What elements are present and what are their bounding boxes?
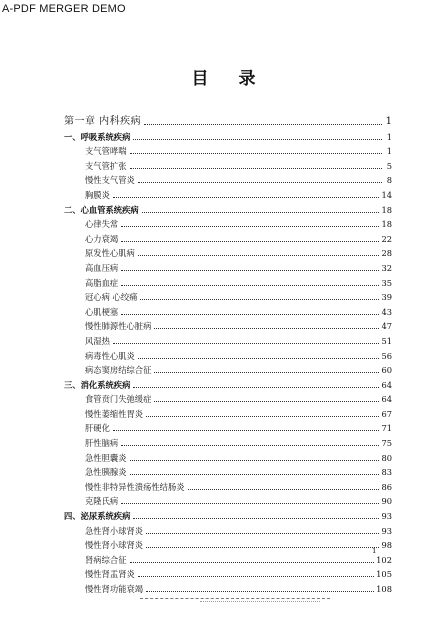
toc-item-row[interactable]	[64, 185, 392, 200]
toc-page-number: 75	[381, 438, 392, 449]
toc-entry-label: 肝硬化	[85, 423, 110, 434]
toc-entry-label: 克隆氏病	[85, 496, 119, 507]
toc-item-row[interactable]	[64, 463, 392, 478]
toc-entry-label: 高血压病	[85, 262, 119, 273]
toc-leader-dots	[154, 327, 379, 329]
toc-entry-label: 胸膜炎	[85, 189, 110, 200]
toc-item-row[interactable]	[64, 433, 392, 448]
toc-item-row[interactable]	[64, 346, 392, 361]
toc-leader-dots	[154, 400, 379, 402]
toc-page-number: 105	[376, 569, 392, 580]
toc-entry-label: 二、心血管系统疾病	[64, 204, 139, 215]
toc-entry-label: 慢性萎缩性胃炎	[85, 408, 144, 419]
toc-page-number: 5	[386, 160, 392, 171]
toc-item-row[interactable]	[64, 229, 392, 244]
toc-leader-dots	[138, 575, 374, 577]
toc-section-row[interactable]	[64, 200, 392, 215]
toc-page-number: 43	[381, 306, 392, 317]
toc-leader-dots	[130, 473, 380, 475]
toc-section-row[interactable]	[64, 375, 392, 390]
toc-item-row[interactable]	[64, 361, 392, 376]
toc-item-row[interactable]	[64, 448, 392, 463]
page-number: 1	[372, 547, 377, 555]
toc-leader-dots	[133, 138, 382, 140]
toc-entry-label: 慢性肺源性心脏病	[85, 321, 152, 332]
toc-item-row[interactable]	[64, 565, 392, 580]
toc-item-row[interactable]	[64, 492, 392, 507]
toc-entry-label: 急性肾小球肾炎	[85, 525, 144, 536]
toc-leader-dots	[144, 123, 382, 125]
toc-leader-dots	[142, 211, 380, 213]
toc-entry-label: 慢性肾功能衰竭	[85, 584, 144, 594]
toc-page-number: 39	[381, 292, 392, 303]
toc-page-number: 14	[381, 189, 392, 200]
toc-page-number: 32	[381, 262, 392, 273]
toc-page-number: 28	[381, 248, 392, 259]
toc-item-row[interactable]	[64, 521, 392, 536]
toc-entry-label: 慢性支气管炎	[85, 175, 135, 186]
toc-leader-dots	[140, 298, 379, 300]
toc-entry-label: 肾病综合征	[85, 554, 127, 565]
toc-leader-dots	[121, 502, 379, 504]
toc-leader-dots	[121, 240, 379, 242]
toc-entry-label: 急性胰腺炎	[85, 467, 127, 478]
toc-leader-dots	[113, 196, 380, 198]
toc-page-number: 64	[381, 379, 392, 390]
toc-section-row[interactable]	[64, 506, 392, 521]
toc-item-row[interactable]	[64, 579, 392, 594]
toc-leader-dots	[146, 590, 374, 592]
toc-item-row[interactable]	[64, 171, 392, 186]
toc-leader-dots	[146, 546, 379, 548]
toc-entry-label: 高脂血症	[85, 277, 119, 288]
toc-entry-label: 心力衰竭	[85, 233, 119, 244]
toc-item-row[interactable]	[64, 244, 392, 259]
toc-entry-label: 肝性脑病	[85, 438, 119, 449]
toc-leader-dots	[121, 313, 379, 315]
toc-page-number: 35	[381, 277, 392, 288]
toc-page-number: 102	[376, 554, 392, 565]
toc-item-row[interactable]	[64, 142, 392, 157]
toc-entry-label: 心肌梗塞	[85, 306, 119, 317]
toc-leader-dots	[130, 561, 375, 563]
toc-item-row[interactable]	[64, 536, 392, 551]
scan-artifact-line	[200, 601, 320, 602]
toc-leader-dots	[113, 429, 380, 431]
toc-entry-label: 心律失常	[85, 219, 119, 230]
toc-entry-label: 支气管哮喘	[85, 146, 127, 157]
toc-page-number: 56	[381, 350, 392, 361]
toc-item-row[interactable]	[64, 317, 392, 332]
toc-leader-dots	[133, 517, 379, 519]
toc-entry-label: 风湿热	[85, 335, 110, 346]
toc-entry-label: 病态窦房结综合征	[85, 365, 152, 376]
toc-page-number: 47	[381, 321, 392, 332]
toc-page-number: 64	[381, 394, 392, 405]
toc-page-number: 90	[381, 496, 392, 507]
toc-leader-dots	[138, 254, 380, 256]
toc-item-row[interactable]	[64, 258, 392, 273]
toc-page-number: 83	[381, 467, 392, 478]
toc-entry-label: 食管贲门失弛缓症	[85, 394, 152, 405]
toc-page-number: 80	[381, 452, 392, 463]
toc-page-number: 67	[381, 408, 392, 419]
toc-page-number: 93	[381, 511, 392, 522]
toc-page-number: 60	[381, 365, 392, 376]
toc-entry-label: 慢性肾盂肾炎	[85, 569, 135, 580]
toc-leader-dots	[113, 342, 380, 344]
toc-entry-label: 慢性肾小球肾炎	[85, 540, 144, 551]
toc-entry-label: 原发性心肌病	[85, 248, 135, 259]
toc-page-number: 1	[386, 146, 392, 157]
toc-page-number: 93	[381, 525, 392, 536]
toc-item-row[interactable]	[64, 288, 392, 303]
toc-page-number: 8	[386, 175, 392, 186]
toc-leader-dots	[130, 459, 380, 461]
toc-entry-label: 一、呼吸系统疾病	[64, 131, 131, 142]
watermark-label: A-PDF MERGER DEMO	[2, 3, 126, 15]
toc-leader-dots	[121, 284, 379, 286]
toc-page-number: 71	[381, 423, 392, 434]
toc-leader-dots	[130, 167, 383, 169]
toc-chapter-row[interactable]	[64, 111, 392, 127]
toc-page-number: 1	[386, 131, 392, 142]
toc-entry-label: 四、泌尿系统疾病	[64, 511, 131, 522]
toc-item-row[interactable]	[64, 477, 392, 492]
toc-entry-label: 慢性非特异性溃疡性结肠炎	[85, 481, 185, 492]
toc-page-number: 18	[381, 219, 392, 230]
toc-item-row[interactable]	[64, 404, 392, 419]
toc-item-row[interactable]	[64, 156, 392, 171]
toc-leader-dots	[121, 225, 379, 227]
toc-item-row[interactable]	[64, 390, 392, 405]
toc-item-row[interactable]	[64, 215, 392, 230]
toc-entry-label: 病毒性心肌炎	[85, 350, 135, 361]
toc-entry-label: 第一章 内科疾病	[64, 116, 142, 127]
toc-leader-dots	[138, 357, 380, 359]
toc-leader-dots	[188, 488, 380, 490]
toc-item-row[interactable]	[64, 273, 392, 288]
toc-page-number: 1	[385, 116, 392, 127]
toc-page-number: 18	[381, 204, 392, 215]
toc-page-number: 51	[381, 335, 392, 346]
toc-item-row[interactable]	[64, 331, 392, 346]
toc-entry-label: 冠心病 心绞痛	[85, 292, 138, 303]
toc-entry-label: 支气管扩张	[85, 160, 127, 171]
toc-item-row[interactable]	[64, 302, 392, 317]
toc-leader-dots	[121, 444, 379, 446]
toc-entry-label: 三、消化系统疾病	[64, 379, 131, 390]
scan-artifact-line	[140, 598, 330, 599]
table-of-contents	[64, 111, 392, 594]
toc-leader-dots	[146, 415, 379, 417]
toc-leader-dots	[154, 371, 379, 373]
toc-leader-dots	[138, 181, 382, 183]
toc-entry-label: 急性胆囊炎	[85, 452, 127, 463]
toc-leader-dots	[130, 152, 383, 154]
toc-leader-dots	[133, 386, 379, 388]
toc-leader-dots	[146, 532, 379, 534]
toc-page-number: 108	[376, 584, 392, 594]
toc-item-row[interactable]	[64, 550, 392, 565]
toc-item-row[interactable]	[64, 419, 392, 434]
toc-page-number: 98	[381, 540, 392, 551]
toc-leader-dots	[121, 269, 379, 271]
page-title: 目 录	[191, 69, 268, 89]
toc-page-number: 22	[381, 233, 392, 244]
toc-page-number: 86	[381, 481, 392, 492]
toc-section-row[interactable]	[64, 127, 392, 142]
